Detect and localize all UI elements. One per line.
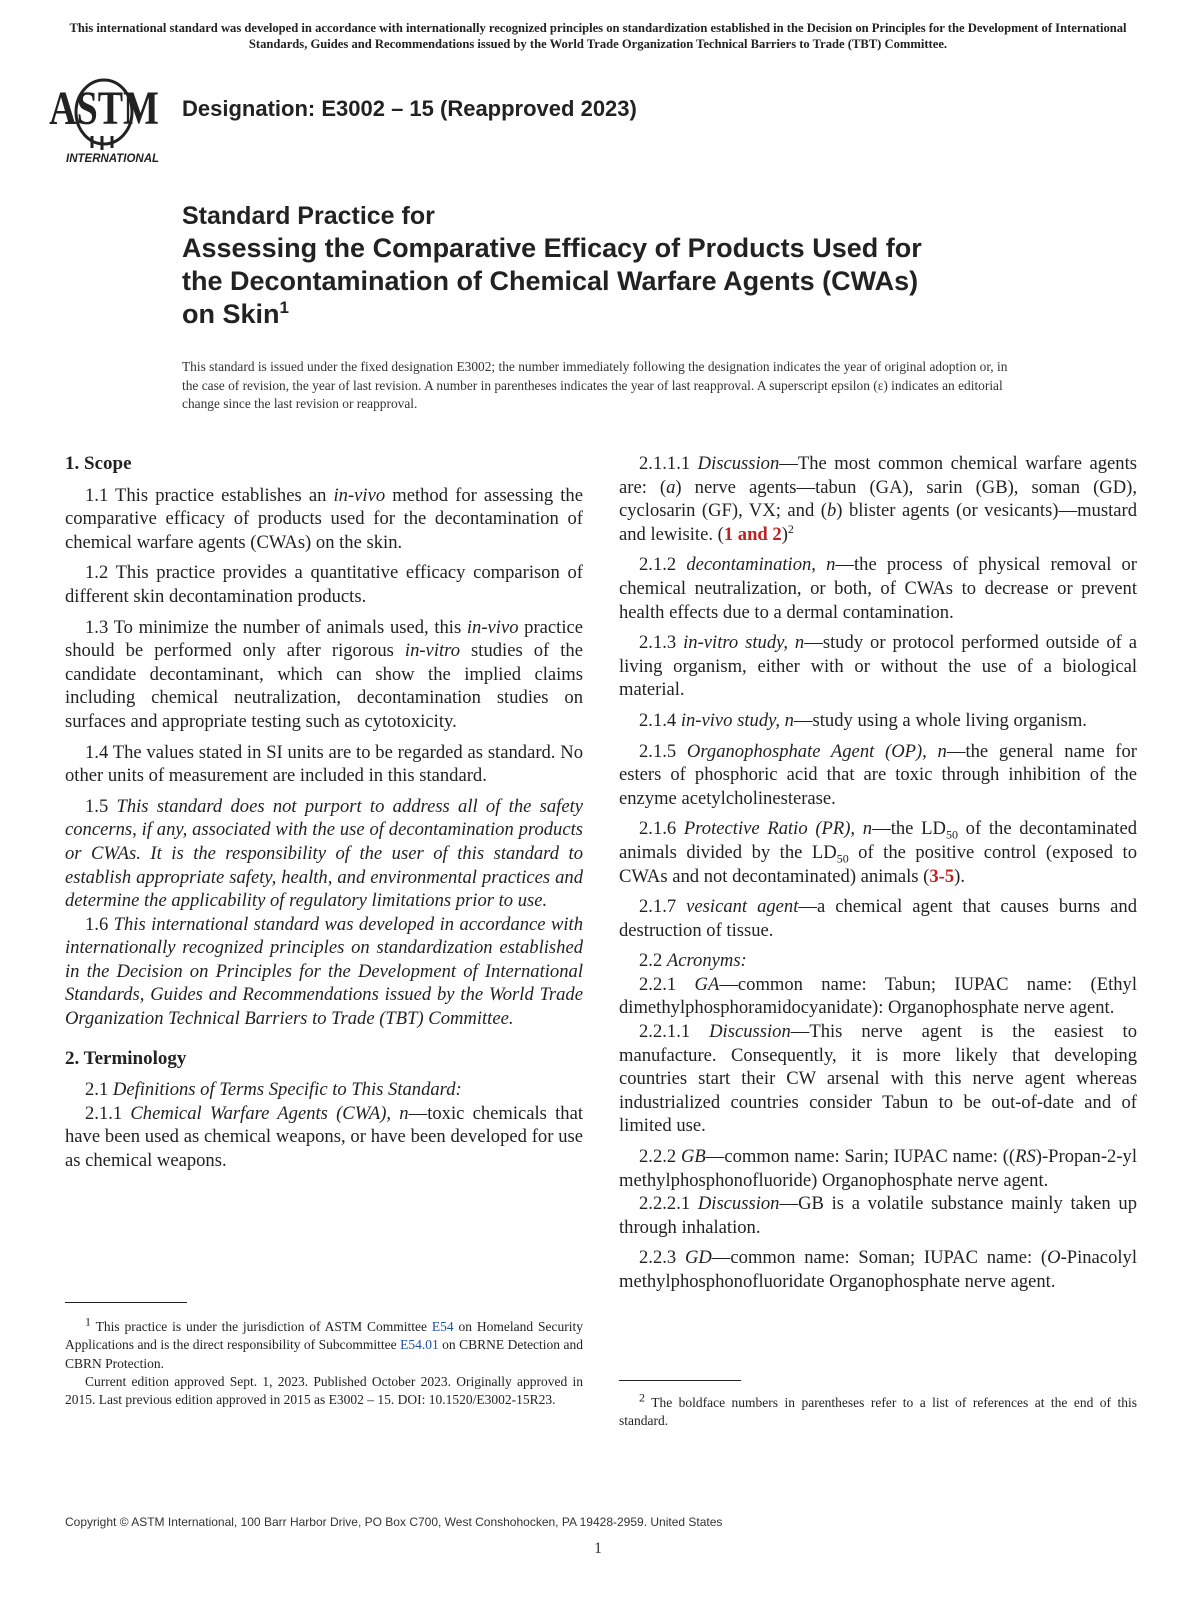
para-2-1-2: 2.1.2 decontamination, n—the process of physical removal or chemical neutralization, or both, of CWAs to decrease or prevent health effects due to a dermal contamination. [619, 554, 1137, 623]
para-2-2-1-1: 2.2.1.1 Discussion—This nerve agent is the easiest to manufacture. Consequently, it is more likely that developing countries start their CW arsenal with this nerve agent whereas industrialized countries consider Tabun to be out-of-date and of limited use. [619, 1021, 1137, 1137]
para-2-2-3: 2.2.3 GD—common name: Soman; IUPAC name: (O-Pinacolyl methylphosphonofluoridate Organophosphate nerve agent. [619, 1247, 1137, 1292]
section-heading-scope: 1. Scope [65, 453, 132, 474]
copyright: Copyright © ASTM International, 100 Barr Harbor Drive, PO Box C700, West Conshohocken, PA 19428-2959. United States [65, 1515, 723, 1529]
logo-international: INTERNATIONAL [66, 153, 160, 165]
para-1-4: 1.4 The values stated in SI units are to be regarded as standard. No other units of measurement are included in this standard. [65, 741, 583, 787]
footnote-mark-2: 2 [787, 521, 794, 536]
para-2-2-2-1: 2.2.2.1 Discussion—GB is a volatile substance mainly taken up through inhalation. [619, 1193, 1138, 1238]
footnote-1: $^1$ This practice is under the jurisdiction of ASTM Committee E54 on Homeland Security Applications and is the direct responsibility of Subcommittee E54.01 on CBRNE Detection and CBRN Protection. Current edition approved Sept. 1, 2023. Published October 2023. Originally approved in 2015. Last previous edition approved in 2015 as E3002 – 15. DOI: 10.1520/E3002-15R23. [65, 1318, 583, 1409]
para-2-1-1: 2.1.1 Chemical Warfare Agents (CWA), n—toxic chemicals that have been used as chemical weapons, or have been developed for use as chemical weapons. [65, 1102, 583, 1172]
title-prefix: Standard Practice for [182, 202, 435, 230]
astm-logo-icon [49, 78, 168, 168]
left-column [65, 452, 583, 1180]
designation: Designation: E3002 – 15 (Reapproved 2023) [182, 96, 637, 121]
title-line-1: Assessing the Comparative Efficacy of Products Used for [182, 233, 922, 263]
title-line-3: on Skin [182, 299, 280, 329]
para-2-2-2: 2.2.2 GB—common name: Sarin; IUPAC name: ((RS)-Propan-2-yl methylphosphonofluoride) Organophosphate nerve agent. [619, 1146, 1137, 1191]
para-1-6: 1.6 This international standard was developed in accordance with internationally recognized principles on standardization established in the Decision on Principles for the Development of International Standards, Guides and Recommendations issued by the World Trade Organization Technical Barriers to Trade (TBT) Committee. [65, 913, 584, 1030]
reference-link[interactable]: 3-5 [929, 865, 955, 887]
reference-link[interactable]: 1 and 2 [723, 523, 782, 545]
para-2-1-5: 2.1.5 Organophosphate Agent (OP), n—the general name for esters of phosphoric acid that are toxic through inhibition of the enzyme acetylcholinesterase. [619, 740, 1137, 809]
right-column [619, 452, 1137, 1301]
para-2-2-1: 2.2.1 GA—common name: Tabun; IUPAC name: (Ethyl dimethylphosphoramidocyanidate): Organophosphate nerve agent. [619, 973, 1138, 1019]
footnote-2: $^2$ The boldface numbers in parentheses refer to a list of references at the end of this standard. [619, 1390, 1137, 1429]
page-number: 1 [594, 1540, 602, 1557]
title-line-2: the Decontamination of Chemical Warfare Agents (CWAs) [182, 266, 919, 296]
para-2-1-7: 2.1.7 vesicant agent—a chemical agent that causes burns and destruction of tissue. [619, 896, 1137, 941]
para-2-1-1-1: 2.1.1.1 Discussion—The most common chemical warfare agents are: (a) nerve agents—tabun (GA), sarin (GB), soman (GD), cyclosarin (GF), VX; and (b) blister agents (or vesicants)—mustard and lewisite. (1 and 2)$^2$ [619, 453, 1137, 545]
issued-note: This standard is issued under the fixed designation E3002; the number immediately following the designation indicates the year of original adoption or, in the case of revision, the year of last revision. A number in parentheses indicates the year of last reapproval. A superscript epsilon (ε) indicates an editorial change since the last revision or reapproval. [182, 359, 1008, 411]
logo-lettering: ASTM [49, 83, 159, 136]
para-1-1: 1.1 This practice establishes an in-vivo method for assessing the comparative efficacy of products used for the decontamination of chemical warfare agents (CWAs) on the skin. [65, 484, 583, 553]
section-heading-terminology: 2. Terminology [65, 1047, 187, 1069]
astm-logo [49, 78, 168, 168]
footnote-divider [619, 1380, 741, 1381]
footnote-divider [65, 1302, 187, 1303]
para-1-3: 1.3 To minimize the number of animals used, this in-vivo practice should be performed only after rigorous in-vitro studies of the candidate decontaminant, which can show the implied claims including chemical neutralization, decontamination studies on surfaces and appropriate testing such as cytotoxicity. [65, 616, 583, 732]
page-title [182, 232, 1022, 331]
title-block [182, 200, 1022, 331]
para-2-1-4: 2.1.4 in-vivo study, n—study using a whole living organism. [639, 709, 1087, 731]
para-2-1: 2.1 Definitions of Terms Specific to This Standard: [85, 1079, 462, 1101]
para-2-2: 2.2 Acronyms: [639, 950, 747, 972]
footnote-1-edition: Current edition approved Sept. 1, 2023. Published October 2023. Originally approved in 2015. Last previous edition approved in 2015 as E3002 – 15. DOI: 10.1520/E3002-15R23. [65, 1373, 583, 1408]
para-2-1-3: 2.1.3 in-vitro study, n—study or protocol performed outside of a living organism, either with or without the use of a biological material. [619, 632, 1138, 701]
title-footnote-mark: 1 [279, 298, 289, 317]
top-note: This international standard was developed in accordance with internationally recognized principles on standardization established in the Decision on Principles for the Development of International Standards, Guides and Recommendations issued by the World Trade Organization Technical Barriers to Trade (TBT) Committee. [69, 21, 1127, 51]
committee-link[interactable]: E54 [431, 1319, 454, 1334]
para-2-1-6: 2.1.6 Protective Ratio (PR), n—the $LD_{50}$ of the decontaminated animals divided by the $LD_{50}$ of the positive control (exposed to CWAs and not decontaminated) animals (3-5). [619, 818, 1138, 887]
para-1-2: 1.2 This practice provides a quantitative efficacy comparison of different skin decontamination products. [65, 562, 583, 607]
para-1-5: 1.5 This standard does not purport to address all of the safety concerns, if any, associated with the use of decontamination products or CWAs. It is the responsibility of the user of this standard to establish appropriate safety, health, and environmental practices and determine the applicability of regulatory limitations prior to use. [65, 795, 583, 912]
subcommittee-link[interactable]: E54.01 [400, 1337, 439, 1353]
